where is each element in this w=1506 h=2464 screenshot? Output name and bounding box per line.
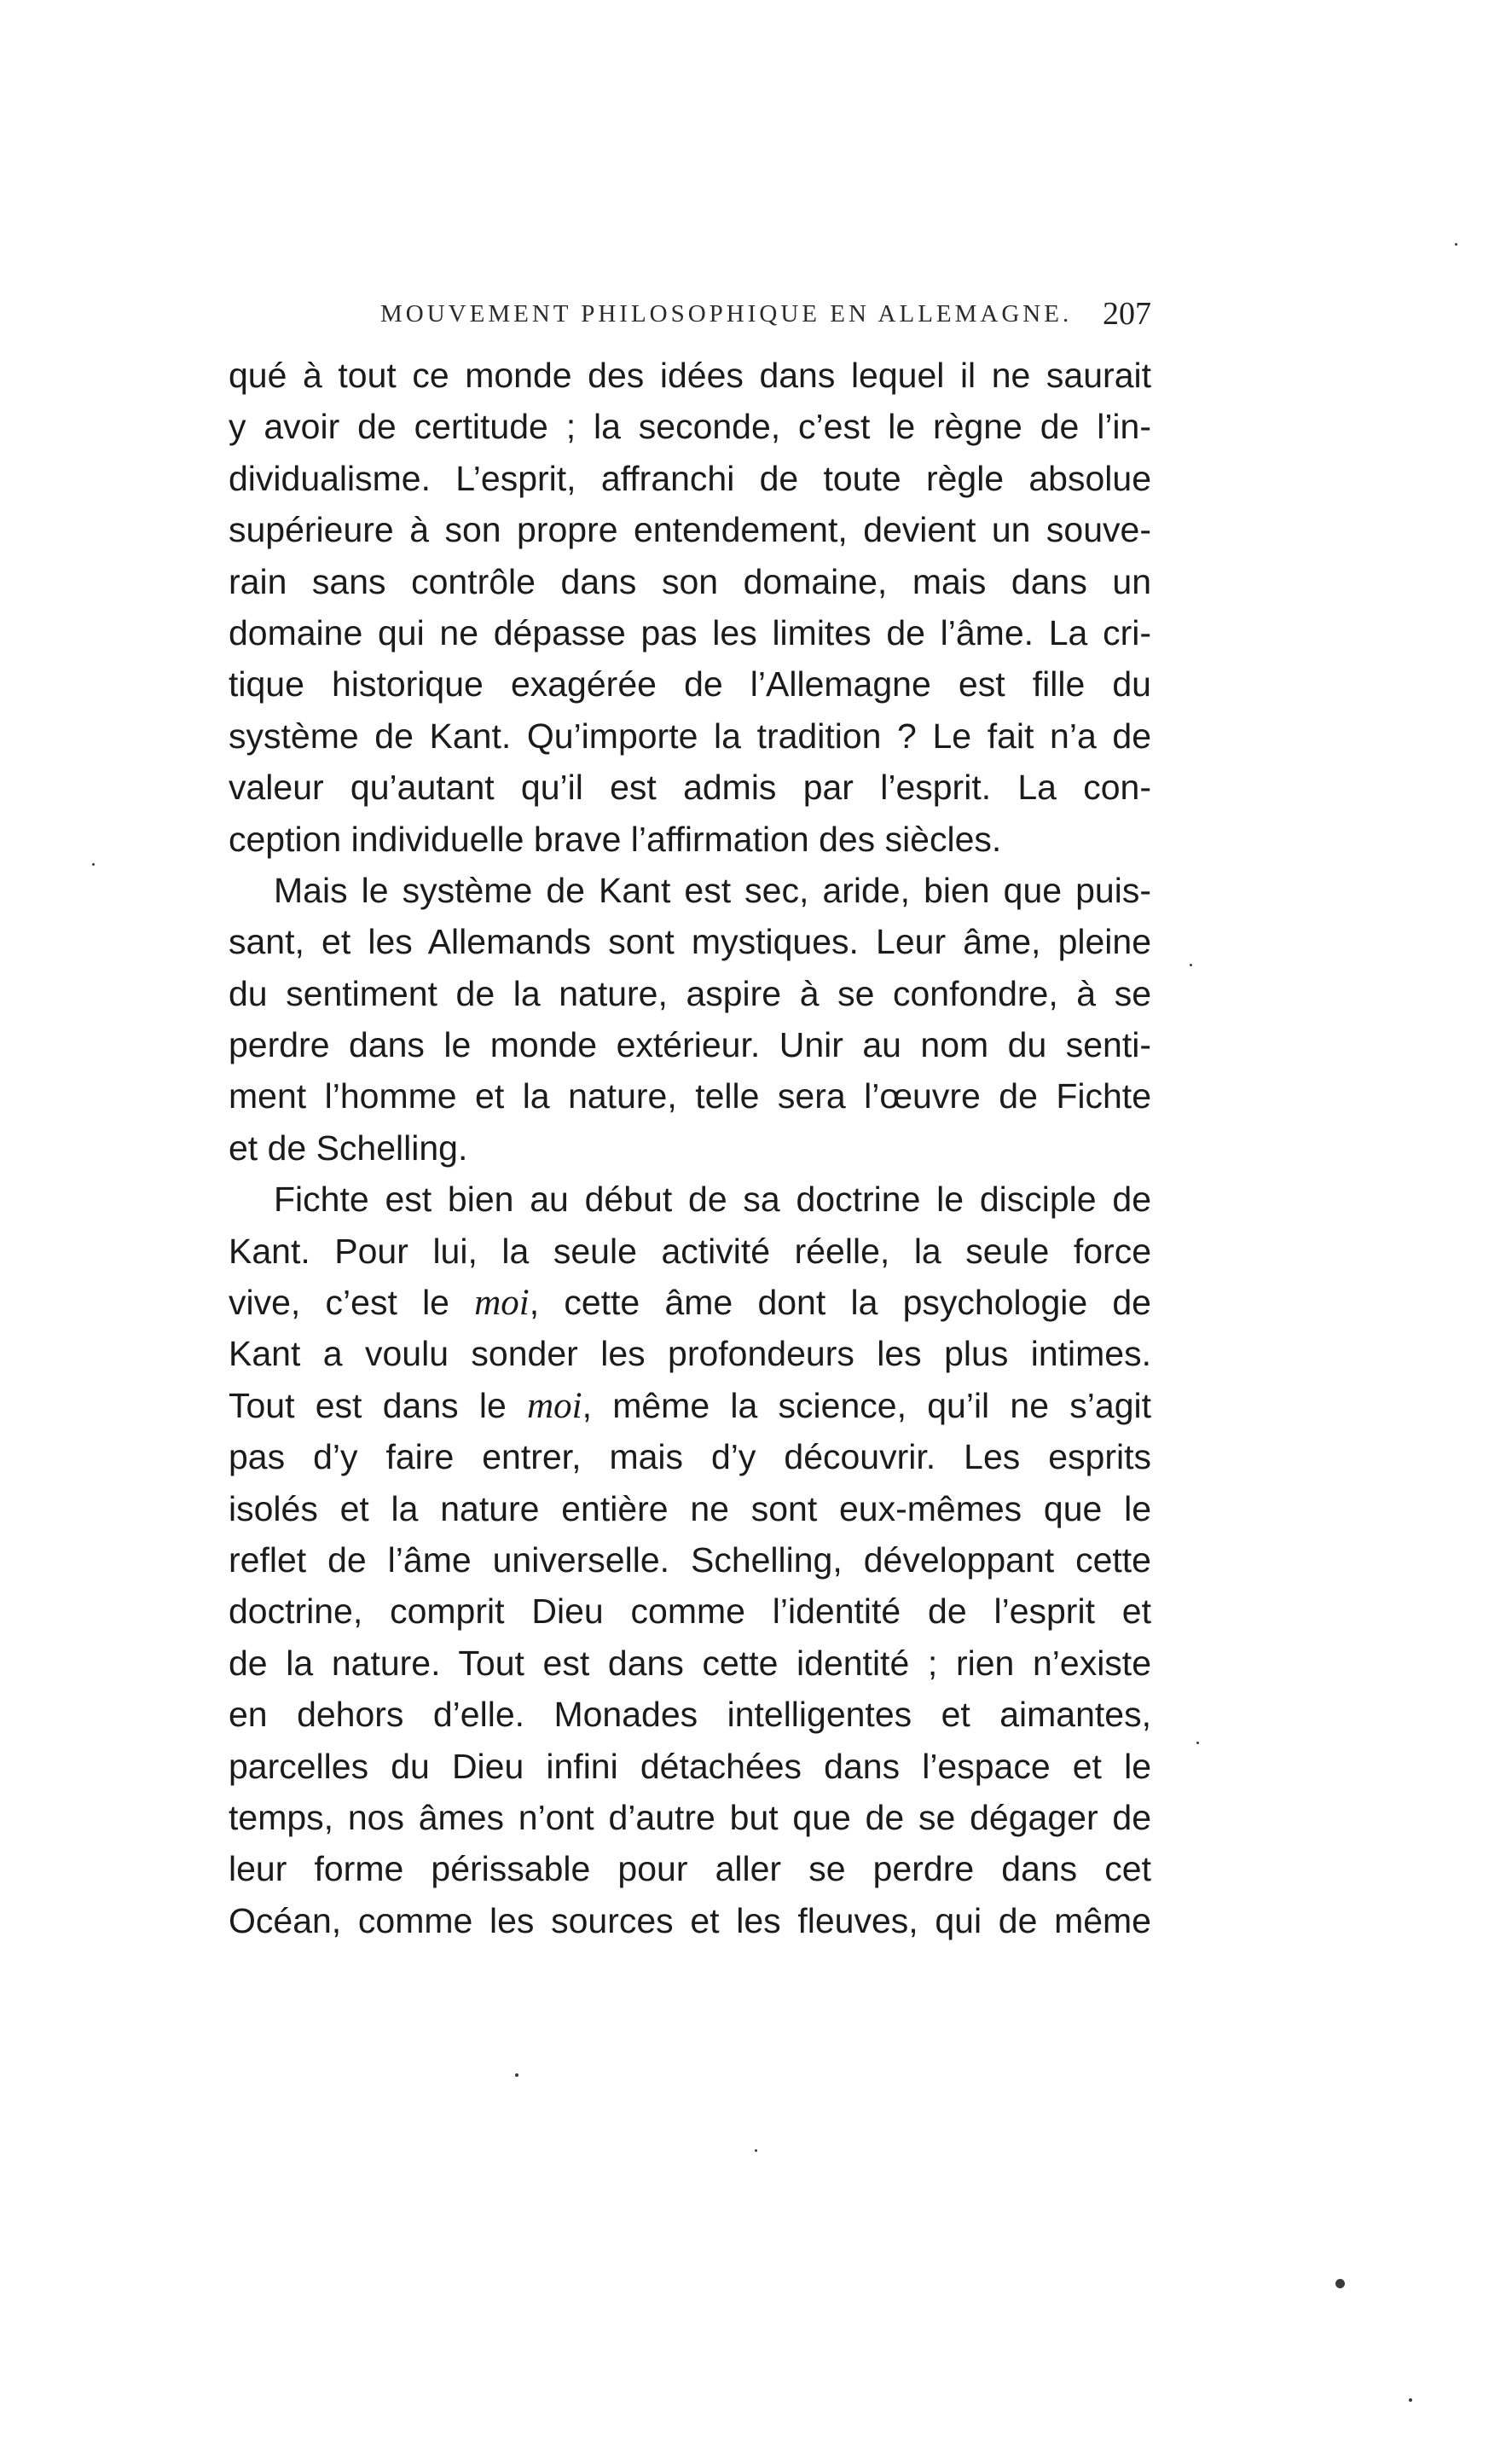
text-line: en dehors d’elle. Monades intelligentes et aimantes, — [229, 1695, 1151, 1735]
scan-speck — [1455, 243, 1457, 246]
text-line: sant, et les Allemands sont mystiques. Leur âme, pleine — [229, 922, 1151, 962]
text-run: Tout est dans le — [229, 1385, 528, 1425]
text-line: système de Kant. Qu’importe la tradition ? Le fait n’a de — [229, 716, 1151, 756]
scan-speck — [515, 2073, 518, 2077]
scan-speck — [1335, 2279, 1345, 2288]
text-line: y avoir de certitude ; la seconde, c’est le règne de l’in- — [229, 407, 1151, 447]
text-line: Kant a voulu sonder les profondeurs les plus intimes. — [229, 1334, 1151, 1374]
text-line: doctrine, comprit Dieu comme l’identité de l’esprit et — [229, 1591, 1151, 1632]
text-line: valeur qu’autant qu’il est admis par l’esprit. La con- — [229, 768, 1151, 808]
text-line: tique historique exagérée de l’Allemagne est fille du — [229, 664, 1151, 704]
scan-speck — [1196, 1742, 1199, 1744]
text-line: de la nature. Tout est dans cette identité ; rien n’existe — [229, 1643, 1151, 1683]
body-text — [229, 350, 1151, 1946]
paragraph-start-line: Fichte est bien au début de sa doctrine le disciple de — [274, 1180, 1151, 1220]
text-run: , même la science, qu’il ne s’agit — [582, 1385, 1152, 1425]
text-line: parcelles du Dieu infini détachées dans l’espace et le — [229, 1746, 1151, 1786]
text-line: perdre dans le monde extérieur. Unir au nom du senti- — [229, 1025, 1151, 1065]
text-line: ment l’homme et la nature, telle sera l’œuvre de Fichte — [229, 1076, 1151, 1116]
text-line: temps, nos âmes n’ont d’autre but que de se dégager de — [229, 1797, 1151, 1837]
running-title: MOUVEMENT PHILOSOPHIQUE EN ALLEMAGNE. — [380, 300, 1073, 328]
scan-speck — [1190, 964, 1192, 966]
italic-term: moi — [527, 1385, 582, 1426]
text-line: Kant. Pour lui, la seule activité réelle, la seule force — [229, 1231, 1151, 1271]
text-line: supérieure à son propre entendement, devient un souve- — [229, 510, 1151, 550]
text-line: rain sans contrôle dans son domaine, mais dans un — [229, 561, 1151, 601]
page-number: 207 — [1103, 296, 1151, 332]
text-run: , cette âme dont la psychologie de — [529, 1283, 1151, 1323]
text-line: du sentiment de la nature, aspire à se confondre, à se — [229, 973, 1151, 1013]
text-line: dividualisme. L’esprit, affranchi de toute règle absolue — [229, 458, 1151, 498]
text-run: vive, c’est le — [229, 1283, 475, 1323]
italic-term: moi — [474, 1283, 530, 1324]
text-line — [229, 1277, 1151, 1328]
paragraph-end-line: et de Schelling. — [229, 1128, 468, 1168]
paragraph-end-line: ception individuelle brave l’affirmation des siècles. — [229, 819, 1002, 859]
text-line: domaine qui ne dépasse pas les limites de l’âme. La cri- — [229, 612, 1151, 652]
paragraph-start-line: Mais le système de Kant est sec, aride, bien que puis- — [274, 870, 1151, 910]
text-line: leur forme périssable pour aller se perdre dans cet — [229, 1849, 1151, 1889]
running-head — [229, 295, 1151, 346]
text-line: qué à tout ce monde des idées dans lequel il ne saurait — [229, 356, 1151, 395]
scan-speck — [755, 2149, 757, 2152]
text-line: pas d’y faire entrer, mais d’y découvrir. Les esprits — [229, 1437, 1151, 1477]
text-line: reflet de l’âme universelle. Schelling, développant cette — [229, 1539, 1151, 1580]
scan-speck — [92, 863, 95, 866]
text-line: Océan, comme les sources et les fleuves, qui de même — [229, 1900, 1151, 1940]
scan-speck — [1409, 2398, 1412, 2402]
text-line — [229, 1380, 1151, 1431]
text-line: isolés et la nature entière ne sont eux-mêmes que le — [229, 1488, 1151, 1528]
